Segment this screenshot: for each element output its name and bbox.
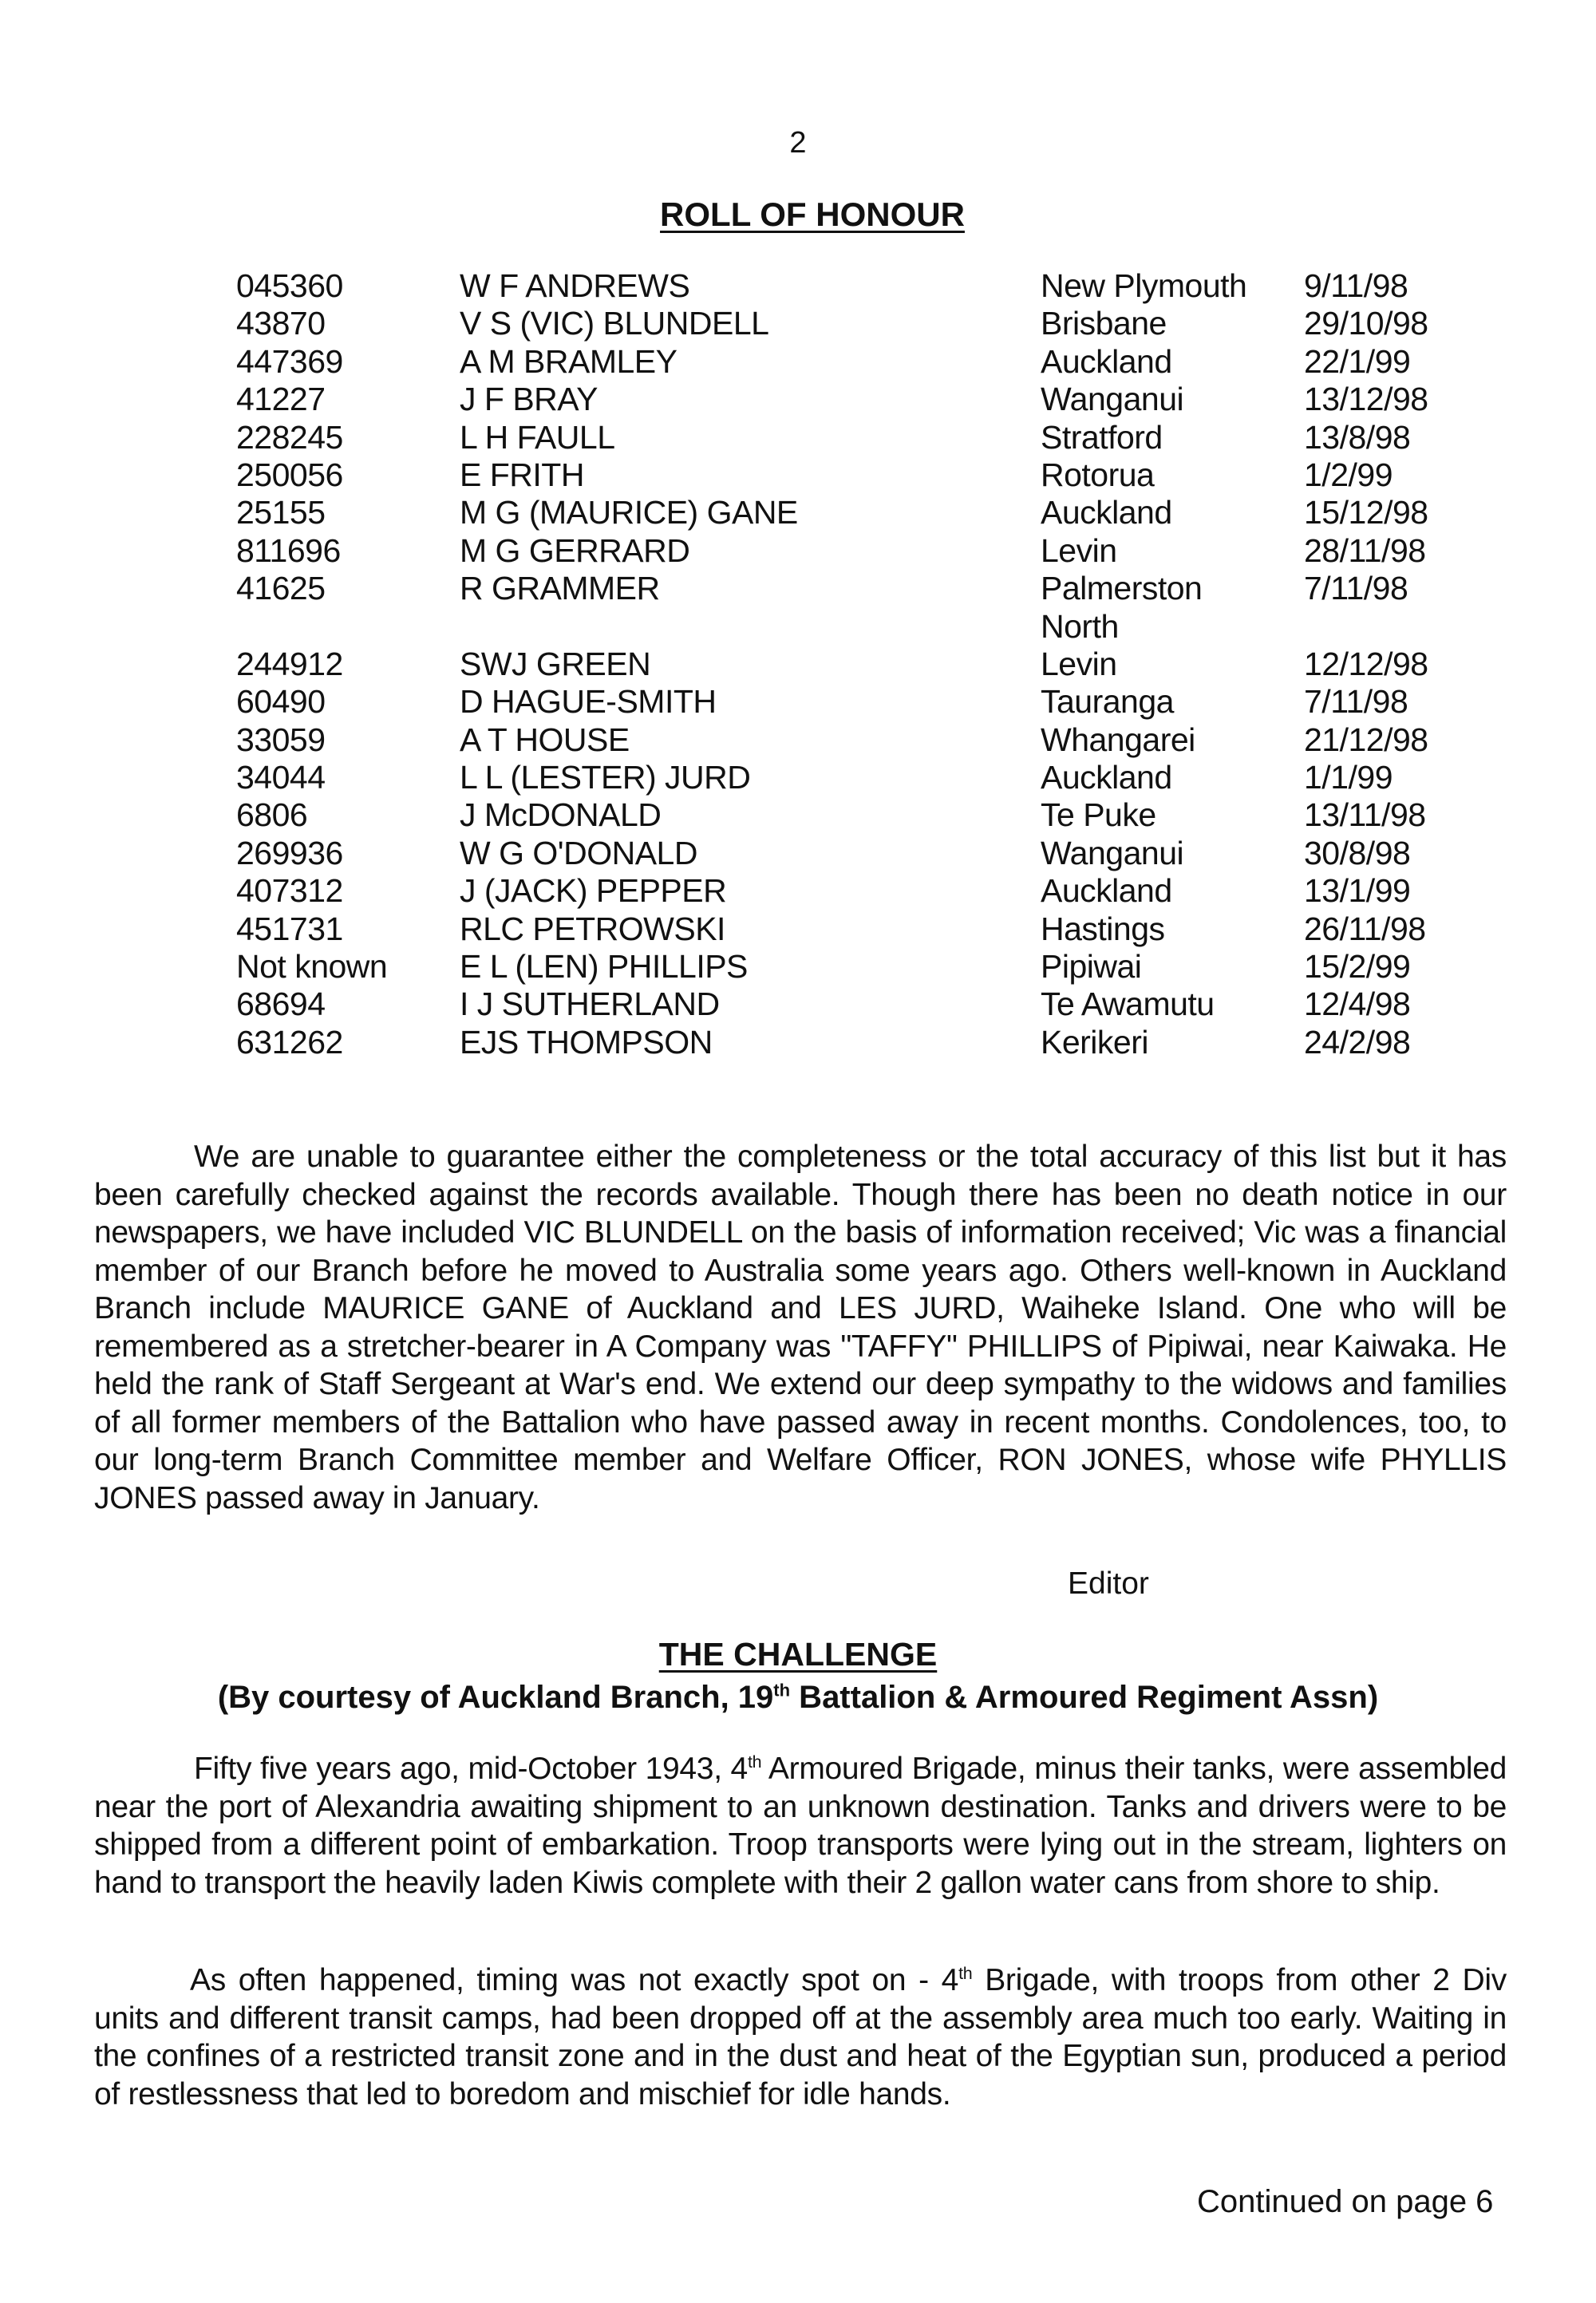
date-of-death: 13/11/98 [1304,796,1426,834]
date-of-death: 7/11/98 [1304,683,1408,721]
member-name: J McDONALD [460,796,662,834]
date-of-death: 21/12/98 [1304,721,1428,758]
roll-row [236,948,1464,986]
member-name: D HAGUE-SMITH [460,683,717,721]
place: Te Puke [1041,796,1156,834]
place: Tauranga [1041,683,1174,721]
roll-row [236,911,1464,948]
paragraph-text-rest: Brigade, with troops from other 2 Div units and different transit camps, had been dropped off at the assembly area much too early. Waiting in the confines of a restricted transit zone and in the dust and heat of the Egyptian sun, produced a period of restlessness that led to boredom and mischief for idle hands. [94,1963,1507,2111]
service-number: 244912 [236,645,343,682]
service-number: 25155 [236,494,326,531]
member-name: EJS THOMPSON [460,1023,713,1061]
service-number: 250056 [236,456,343,493]
date-of-death: 28/11/98 [1304,531,1426,569]
service-number: 228245 [236,418,343,456]
roll-row [236,986,1464,1023]
date-of-death: 15/12/98 [1304,494,1428,531]
roll-row [236,343,1464,381]
place: Auckland [1041,759,1172,796]
date-of-death: 13/12/98 [1304,381,1428,418]
challenge-paragraph-2 [94,1961,1507,2113]
date-of-death: 15/2/99 [1304,948,1411,986]
subtitle-text: (By courtesy of Auckland Branch, 19 [217,1680,774,1715]
roll-of-honour-table [236,267,1464,1061]
date-of-death: 12/4/98 [1304,986,1411,1023]
service-number: 68694 [236,986,326,1023]
roll-row [236,835,1464,872]
roll-row [236,646,1464,683]
place: Wanganui [1041,381,1184,418]
place: Auckland [1041,342,1172,380]
roll-row [236,721,1464,759]
service-number: 6806 [236,796,308,834]
place: Kerikeri [1041,1023,1148,1061]
service-number: 269936 [236,834,343,871]
date-of-death: 12/12/98 [1304,645,1428,682]
date-of-death: 30/8/98 [1304,834,1411,871]
service-number: 045360 [236,267,343,304]
member-name: E FRITH [460,456,584,493]
roll-row [236,570,1464,607]
place: Palmerston [1041,570,1203,607]
place: Whangarei [1041,721,1195,758]
service-number: 33059 [236,721,326,758]
roll-row [236,456,1464,494]
place: Te Awamutu [1041,986,1215,1023]
service-number: 34044 [236,759,326,796]
place: Brisbane [1041,305,1167,342]
member-name: SWJ GREEN [460,645,651,682]
place: Stratford [1041,418,1163,456]
subtitle-text-rest: Battalion & Armoured Regiment Assn) [790,1680,1379,1715]
date-of-death: 13/8/98 [1304,418,1411,456]
member-name: W F ANDREWS [460,267,690,304]
roll-row [236,305,1464,342]
member-name: J F BRAY [460,381,598,418]
service-number: 41227 [236,381,326,418]
paragraph-text: As often happened, timing was not exactly spot on - 4 [190,1963,959,1997]
roll-row [236,532,1464,570]
roll-row [236,419,1464,456]
roll-row [236,796,1464,834]
roll-of-honour-title: ROLL OF HONOUR [660,196,965,233]
member-name: W G O'DONALD [460,834,697,871]
paragraph-text: Fifty five years ago, mid-October 1943, 4 [194,1752,748,1786]
paragraph-superscript: th [747,1752,762,1772]
date-of-death: 1/1/99 [1304,759,1393,796]
page-number: 2 [789,126,807,160]
service-number: 60490 [236,683,326,721]
continued-note: Continued on page 6 [1197,2184,1494,2219]
roll-row-continuation [236,608,1464,646]
date-of-death: 13/1/99 [1304,872,1411,910]
date-of-death: 1/2/99 [1304,456,1393,493]
roll-row [236,872,1464,910]
member-name: A M BRAMLEY [460,342,678,380]
member-name: J (JACK) PEPPER [460,872,727,910]
challenge-paragraph-1 [94,1750,1507,1902]
member-name: I J SUTHERLAND [460,986,720,1023]
date-of-death: 29/10/98 [1304,305,1428,342]
paragraph-text-rest: Armoured Brigade, minus their tanks, were assembled near the port of Alexandria awaiting shipment to an unknown destination. Tanks and drivers were to be shipped from a different point of embarkation. Troop transports were lying out in the stream, lighters on hand to transport the heavily laden Kiwis complete with their 2 gallon water cans from shore to ship. [94,1752,1507,1900]
member-name: L H FAULL [460,418,615,456]
editor-signoff: Editor [1068,1566,1149,1601]
roll-row [236,381,1464,418]
place: Hastings [1041,910,1165,947]
member-name: L L (LESTER) JURD [460,759,751,796]
place: Pipiwai [1041,948,1142,986]
place: Levin [1041,645,1117,682]
member-name: E L (LEN) PHILLIPS [460,948,748,986]
service-number: 447369 [236,342,343,380]
member-name: A T HOUSE [460,721,630,758]
place: Auckland [1041,872,1172,910]
date-of-death: 7/11/98 [1304,570,1408,607]
place: New Plymouth [1041,267,1247,304]
date-of-death: 24/2/98 [1304,1023,1411,1061]
date-of-death: 22/1/99 [1304,342,1411,380]
service-number: 41625 [236,570,326,607]
date-of-death: 26/11/98 [1304,910,1426,947]
challenge-subtitle [0,1680,1596,1716]
service-number: 43870 [236,305,326,342]
service-number: 811696 [236,531,341,569]
place: Levin [1041,531,1117,569]
roll-row [236,1024,1464,1061]
roll-row [236,267,1464,305]
roll-row [236,494,1464,531]
place: Wanganui [1041,834,1184,871]
challenge-title: THE CHALLENGE [658,1636,938,1673]
member-name: RLC PETROWSKI [460,910,725,947]
service-number: 631262 [236,1023,343,1061]
date-of-death: 9/11/98 [1304,267,1408,304]
paragraph-superscript: th [958,1964,973,1983]
member-name: R GRAMMER [460,570,660,607]
service-number: 451731 [236,910,343,947]
service-number: 407312 [236,872,343,910]
service-number: Not known [236,948,388,986]
roll-row [236,683,1464,721]
roll-note-paragraph: We are unable to guarantee either the completeness or the total accuracy of this list but it has been carefully checked against the records available. Though there has been no death notice in our newspapers, we have included VIC BLUNDELL on the basis of information received; Vic was a financial member of our Branch before he moved to Australia some years ago. Others well-known in Auckland Branch include MAURICE GANE of Auckland and LES JURD, Waiheke Island. One who will be remembered as a stretcher-bearer in A Company was "TAFFY" PHILLIPS of Pipiwai, near Kaiwaka. He held the rank of Staff Sergeant at War's end. We extend our deep sympathy to the widows and families of all former members of the Battalion who have passed away in recent months. Condolences, too, to our long-term Branch Committee member and Welfare Officer, RON JONES, whose wife PHYLLIS JONES passed away in January. [94,1140,1507,1515]
place: Rotorua [1041,456,1155,493]
member-name: M G (MAURICE) GANE [460,494,798,531]
member-name: V S (VIC) BLUNDELL [460,305,769,342]
member-name: M G GERRARD [460,531,690,569]
place-line-2: North [1041,607,1119,645]
roll-row [236,759,1464,796]
place: Auckland [1041,494,1172,531]
subtitle-superscript: th [773,1680,791,1701]
